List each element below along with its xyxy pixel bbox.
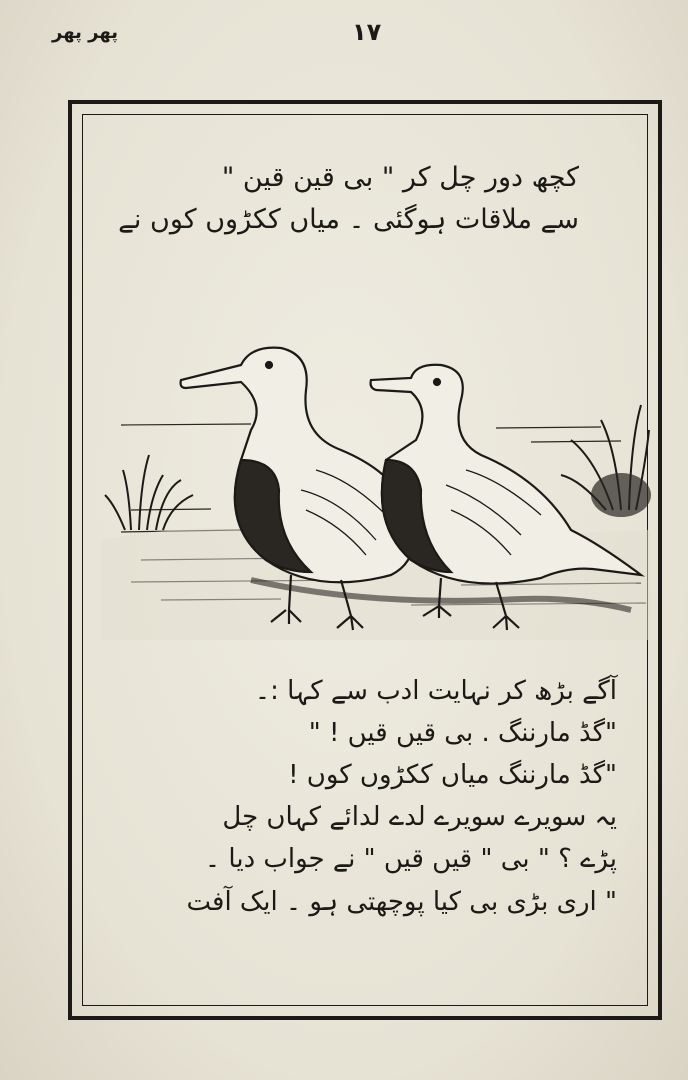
text-line: کچھ دور چل کر " بی قین قین " [221,162,579,193]
text-line: آگے بڑھ کر نہایت ادب سے کہا :۔ [254,676,617,706]
page-border [68,100,662,1020]
running-header [0,18,688,54]
text-line: "گڈ مارننگ میاں ککڑوں کوں ! [288,760,617,791]
page-border-inner [82,114,648,1006]
text-line: "گڈ مارننگ . بی قیں قیں ! " [308,718,617,749]
page-number: ۱۷ [352,18,382,46]
top-paragraph [118,157,579,241]
text-line: پڑے ؟ " بی " قیں قیں " نے جواب دیا ۔ [204,844,617,875]
ducks-illustration [101,310,651,640]
book-title: پھر پھر [52,22,118,43]
bottom-paragraph [186,670,617,923]
text-line: " اری بڑی بی کیا پوچھتی ہو ۔ ایک آفت [186,886,617,917]
left-reeds [105,455,193,530]
text-line: سے ملاقات ہوگئی ۔ میاں ککڑوں کوں نے [118,203,579,235]
text-line: یہ سویرے سویرے لدے لدائے کہاں چل [222,802,617,833]
bush-shadow [591,473,651,517]
